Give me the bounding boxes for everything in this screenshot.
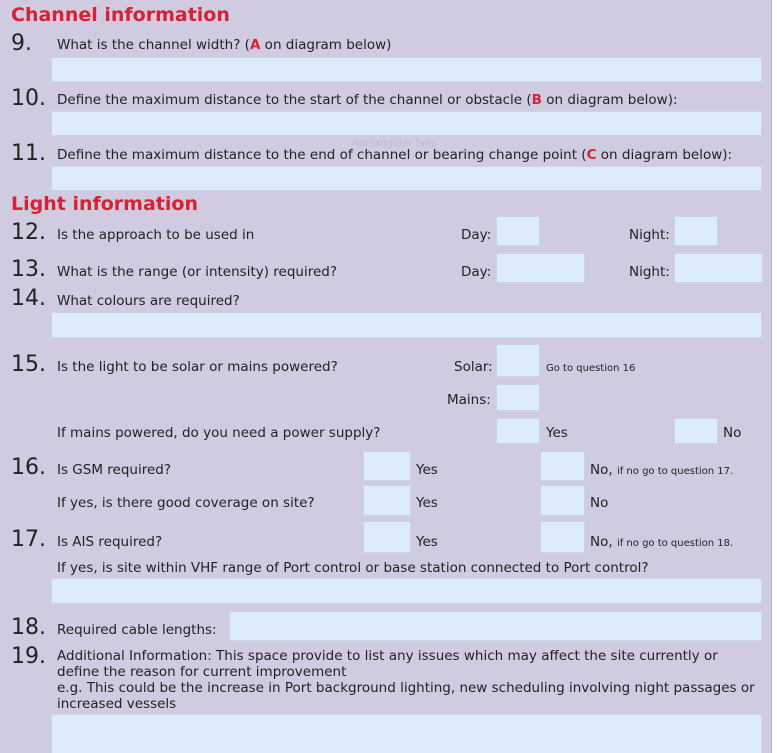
question-14-number: 14.: [11, 286, 46, 311]
snip-watermark: Rectangular Snip: [352, 138, 438, 149]
gsm-no-label: [590, 464, 733, 478]
question-11-text-before: Define the maximum distance to the end of channel or bearing change point (: [57, 147, 587, 163]
question-9-text: [57, 39, 391, 53]
question-19-number: 19.: [11, 644, 46, 669]
question-13-number: 13.: [11, 257, 46, 282]
ais-yes-label: Yes: [416, 534, 438, 550]
q12-night-label: Night:: [629, 227, 670, 243]
gsm-no-text: No,: [590, 462, 613, 478]
solar-go-to-note: Go to question 16: [546, 363, 636, 374]
diagram-marker-b: B: [531, 92, 542, 108]
q13-night-range-input[interactable]: [674, 253, 763, 283]
q13-day-label: Day:: [461, 264, 492, 280]
question-10-text-before: Define the maximum distance to the start of the channel or obstacle (: [57, 92, 532, 108]
question-12-text: Is the approach to be used in: [57, 227, 255, 243]
power-supply-question: If mains powered, do you need a power supply?: [57, 425, 381, 441]
question-19-line-2: e.g. This could be the increase in Port background lighting, new scheduling involving night passages or increased vessels: [57, 680, 755, 712]
ais-no-text: No,: [590, 534, 613, 550]
light-information-heading: Light information: [11, 193, 198, 215]
question-18-text: Required cable lengths:: [57, 622, 217, 638]
gsm-yes-label: Yes: [416, 462, 438, 478]
q12-day-checkbox[interactable]: [496, 216, 540, 246]
diagram-marker-a: A: [249, 37, 261, 53]
question-11-text: [57, 149, 732, 163]
vhf-range-input[interactable]: [51, 578, 762, 604]
distance-to-end-input[interactable]: [51, 166, 762, 191]
q12-night-checkbox[interactable]: [674, 216, 718, 246]
power-supply-yes-label: Yes: [546, 425, 568, 441]
question-9-number: 9.: [11, 31, 32, 56]
question-9-text-after: on diagram below): [260, 37, 392, 53]
q13-day-range-input[interactable]: [496, 253, 585, 283]
question-17-text: Is AIS required?: [57, 534, 163, 550]
mains-checkbox[interactable]: [496, 384, 540, 411]
vhf-range-question: If yes, is site within VHF range of Port control or base station connected to Port control?: [57, 560, 649, 576]
ais-no-label: [590, 536, 733, 550]
question-16-text: Is GSM required?: [57, 462, 172, 478]
question-13-text: What is the range (or intensity) required?: [57, 264, 338, 280]
ais-no-note: if no go to question 18.: [616, 538, 734, 549]
question-10-number: 10.: [11, 86, 46, 111]
question-19-text: [57, 648, 757, 712]
distance-to-start-input[interactable]: [51, 111, 762, 136]
question-16-number: 16.: [11, 455, 46, 480]
question-15-number: 15.: [11, 352, 46, 377]
question-17-number: 17.: [11, 527, 46, 552]
power-supply-no-checkbox[interactable]: [674, 418, 718, 444]
solar-label: Solar:: [454, 359, 493, 375]
channel-width-input[interactable]: [51, 57, 762, 82]
question-14-text: What colours are required?: [57, 293, 240, 309]
coverage-yes-checkbox[interactable]: [363, 485, 411, 516]
ais-yes-checkbox[interactable]: [363, 521, 411, 553]
question-10-text-after: on diagram below):: [541, 92, 678, 108]
cable-lengths-input[interactable]: [229, 611, 762, 641]
gsm-no-checkbox[interactable]: [540, 451, 585, 481]
question-10-text: [57, 94, 678, 108]
question-11-number: 11.: [11, 141, 46, 166]
coverage-no-checkbox[interactable]: [540, 485, 585, 516]
coverage-question: If yes, is there good coverage on site?: [57, 495, 315, 511]
coverage-no-label: No: [590, 495, 609, 511]
solar-checkbox[interactable]: [496, 344, 540, 377]
channel-information-heading: Channel information: [11, 4, 230, 26]
question-12-number: 12.: [11, 220, 46, 245]
question-11-text-after: on diagram below):: [596, 147, 733, 163]
mains-label: Mains:: [447, 392, 491, 408]
q12-day-label: Day:: [461, 227, 492, 243]
colours-input[interactable]: [51, 312, 762, 338]
question-9-text-before: What is the channel width? (: [57, 37, 250, 53]
question-18-number: 18.: [11, 615, 46, 640]
gsm-yes-checkbox[interactable]: [363, 451, 411, 481]
ais-no-checkbox[interactable]: [540, 521, 585, 553]
question-15-text: Is the light to be solar or mains powered?: [57, 359, 338, 375]
question-19-line-1: Additional Information: This space provide to list any issues which may affect the site currently or define the reason for current improvement: [57, 648, 718, 680]
power-supply-no-label: No: [723, 425, 742, 441]
diagram-marker-c: C: [586, 147, 597, 163]
coverage-yes-label: Yes: [416, 495, 438, 511]
gsm-no-note: if no go to question 17.: [616, 466, 734, 477]
power-supply-yes-checkbox[interactable]: [496, 418, 540, 444]
additional-information-textarea[interactable]: [51, 714, 762, 753]
q13-night-label: Night:: [629, 264, 670, 280]
